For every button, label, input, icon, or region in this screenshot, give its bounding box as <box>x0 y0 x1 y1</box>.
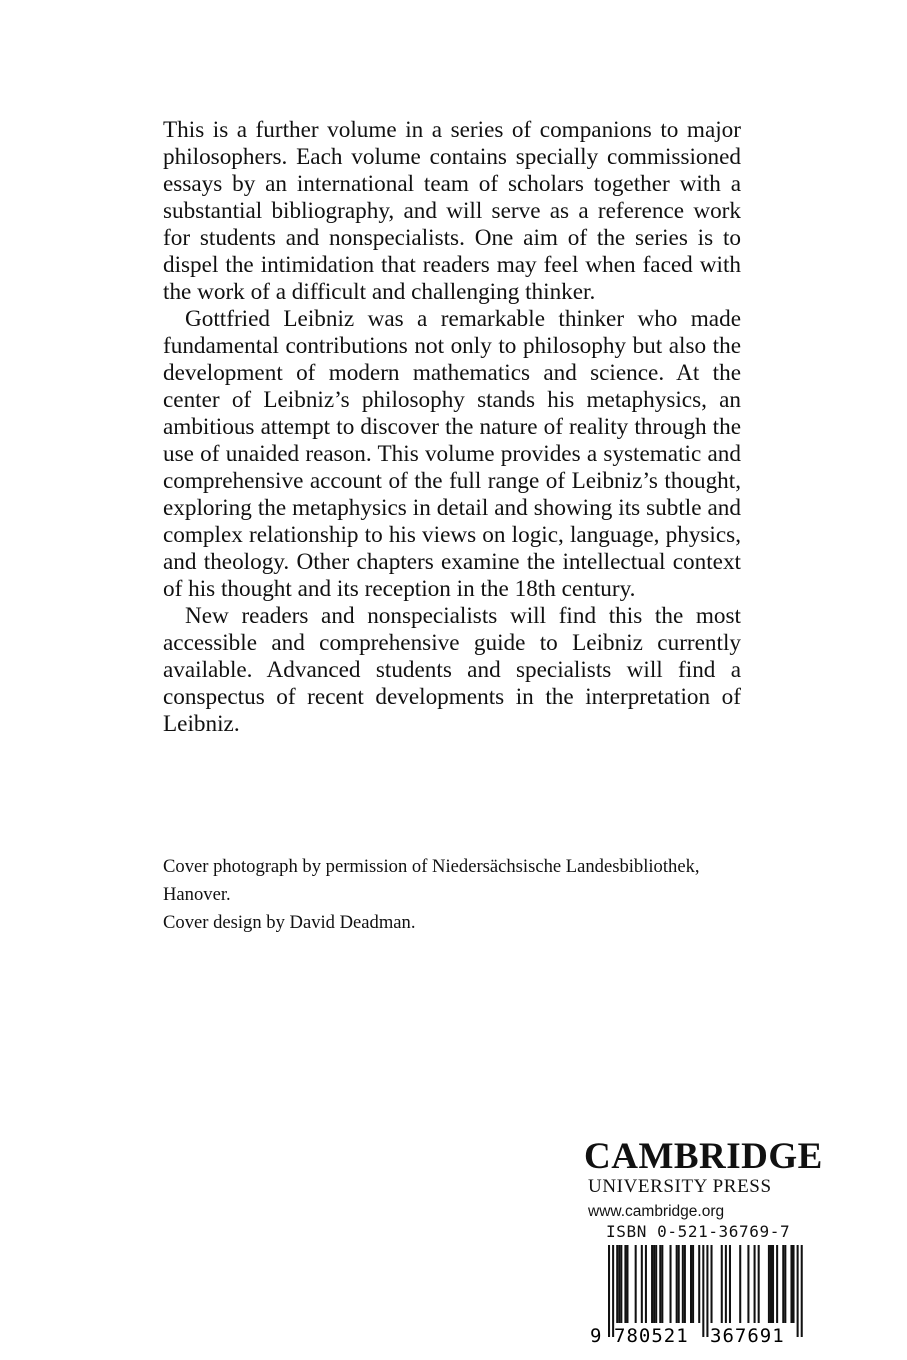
barcode-digit-lead: 9 <box>590 1325 602 1345</box>
isbn-barcode <box>586 1245 814 1345</box>
barcode-bar <box>616 1245 618 1323</box>
barcode-bar <box>768 1245 770 1323</box>
barcode-bar <box>626 1245 628 1323</box>
barcode-bar <box>661 1245 663 1323</box>
barcode-bar <box>618 1245 620 1323</box>
barcode-bar <box>620 1245 622 1323</box>
barcode-bar <box>772 1245 774 1323</box>
barcode-bar <box>784 1245 786 1323</box>
barcode-digits-left: 780521 <box>614 1325 689 1345</box>
barcode-bar <box>684 1245 686 1323</box>
barcode-bar <box>659 1245 661 1323</box>
publisher-subtitle: UNIVERSITY PRESS <box>588 1176 772 1197</box>
blurb-paragraph-1: This is a further volume in a series of companions to major philosophers. Each volume contains specially commissioned essays by an international team of scholars together with a substantial bibliography, and will serve as a reference work for students and nonspecialists. One aim of the series is to dispel the intimidation that readers may feel when faced with the work of a difficult and challenging thinker. <box>163 117 741 305</box>
barcode-bar <box>676 1245 678 1323</box>
barcode-bar <box>739 1245 741 1323</box>
barcode-bar <box>682 1245 684 1323</box>
barcode-bar <box>729 1245 731 1323</box>
barcode-bar <box>754 1245 756 1323</box>
barcode-digits-right: 367691 <box>710 1325 785 1345</box>
barcode-bar <box>635 1245 637 1323</box>
barcode-guard-bar <box>706 1245 708 1337</box>
cover-design-credit: Cover design by David Deadman. <box>163 912 416 933</box>
barcode-bar <box>641 1245 643 1323</box>
barcode-guard-bar <box>608 1245 610 1337</box>
barcode-bar <box>711 1245 713 1323</box>
barcode-bar <box>770 1245 772 1323</box>
barcode-bar <box>758 1245 760 1323</box>
cover-photo-credit: Cover photograph by permission of Niedersächsische Landesbibliothek, Hanover. <box>163 856 700 905</box>
barcode-bar <box>655 1245 657 1323</box>
blurb-paragraph-2: Gottfried Leibniz was a remarkable thinker who made fundamental contributions not only to philosophy but also the development of modern mathematics and science. At the center of Leibniz’s philosophy stands his metaphysics, an ambitious attempt to discover the nature of reality through the use of unaided reason. This volume provides a systematic and comprehensive account of the full range of Leibniz’s thought, exploring the metaphysics in detail and showing its subtle and complex relationship to his views on logic, language, physics, and theology. Other chapters examine the intellectual context of his thought and its reception in the 18th century. <box>163 306 741 602</box>
barcode-bar <box>776 1245 778 1323</box>
barcode-guard-bar <box>612 1245 614 1337</box>
blurb-paragraph-3: New readers and nonspecialists will find this the most accessible and comprehensive guide to Leibniz currently available. Advanced students and specialists will find a conspectus of recent developments in the interpretation of Leibniz. <box>163 603 741 737</box>
barcode-bar <box>793 1245 795 1323</box>
barcode-bars <box>608 1245 803 1337</box>
barcode-bar <box>698 1245 700 1323</box>
barcode-bar <box>782 1245 784 1323</box>
barcode-bar <box>653 1245 655 1323</box>
back-cover-blurb <box>163 117 741 738</box>
barcode-bar <box>690 1245 692 1323</box>
barcode-bar <box>747 1245 749 1323</box>
barcode-bar <box>692 1245 694 1323</box>
publisher-url: www.cambridge.org <box>588 1203 725 1220</box>
barcode-bar <box>678 1245 680 1323</box>
cover-credits <box>163 853 745 937</box>
barcode-bar <box>670 1245 672 1323</box>
barcode-bar <box>725 1245 727 1323</box>
barcode-bar <box>790 1245 792 1323</box>
publisher-block <box>584 1138 824 1222</box>
barcode-guard-bar <box>797 1245 799 1337</box>
publisher-name: CAMBRIDGE <box>584 1136 823 1177</box>
isbn-label: ISBN 0-521-36769-7 <box>606 1222 791 1241</box>
barcode-guard-bar <box>702 1245 704 1337</box>
barcode-bar <box>624 1245 626 1323</box>
barcode-bar <box>645 1245 647 1323</box>
barcode-bar <box>721 1245 723 1323</box>
barcode-guard-bar <box>801 1245 803 1337</box>
barcode-bar <box>651 1245 653 1323</box>
